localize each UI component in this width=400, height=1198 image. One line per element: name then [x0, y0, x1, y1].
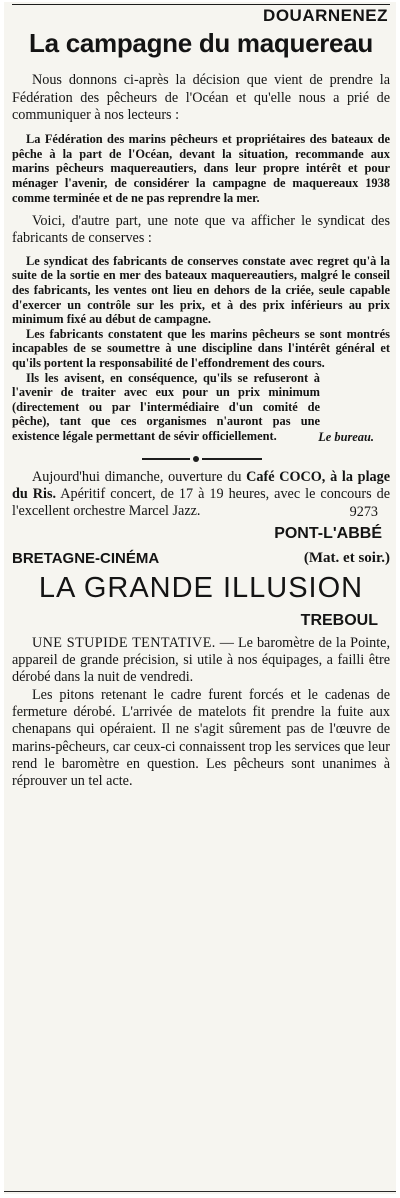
bottom-rule	[4, 1191, 396, 1192]
top-rule	[12, 4, 390, 5]
cinema-line	[12, 550, 390, 567]
story-kicker: UNE STUPIDE TENTATIVE.	[32, 634, 216, 651]
cinema-name: BRETAGNE-CINÉMA	[12, 550, 160, 568]
syndicat-paragraph-3: Ils les avisent, en conséquence, qu'ils se refuseront à l'avenir de traiter avec eux pour un prix minimum (directement ou par l'intermédiaire d'un comité de pêche), tant que ces organismes n'auront pas une existence légale permettant de sévir officiellement.	[12, 370, 320, 443]
syndicat-paragraph-1: Le syndicat des fabricants de conserves constate avec regret qu'à la suite de la sortie en mer des bateaux maquereautiers, malgré le conseil des fabricants, les ventes ont lieu en dehors de la criée, seule capable d'exercer un contrôle sur les prix, et à des prix inférieurs au prix minimum fixé au début de campagne.	[12, 253, 390, 327]
cinema-sessions: (Mat. et soir.)	[303, 550, 390, 567]
section-heading: DOUARNENEZ	[263, 6, 388, 25]
syndicat-paragraph-2: Les fabricants constatent que les marins pêcheurs se sont montrés incapables de se soumettre à une discipline dans l'intérêt général et qu'ils portent la responsabilité de l'effondrement des cours.	[12, 326, 390, 370]
film-title: LA GRANDE ILLUSION	[38, 571, 364, 604]
newspaper-column	[4, 2, 396, 1194]
ad-details: Apéritif concert, de 17 à 19 heures, avec le concours de l'excellent orchestre Marcel Jazz.	[12, 486, 391, 520]
article-headline: La campagne du maquereau	[29, 28, 373, 59]
town-heading-treboul: TREBOUL	[300, 611, 378, 629]
signature: Le bureau.	[318, 430, 374, 445]
federation-statement: La Fédération des marins pêcheurs et propriétaires des bateaux de pêche à la part de l'Océan, devant la situation, recommande aux marins pêcheurs maquereautiers, dans leur propre intérêt et pour ménager l'avenir, de considérer la campagne de maquereaux 1938 comme terminée et de ne pas reprendre la mer.	[12, 132, 390, 205]
story-paragraph-2: Les pitons retenant le cadre furent forcés et le cadenas de fermeture dérobé. L'arrivée de matelots fit prendre la fuite aux chenapans qui opéraient. Il ne s'agit sûrement pas de l'œuvre de marins-pêcheurs, car ceux-ci connaissent trop les services que leur rend le baromètre en question. Les pêcheurs sont unanimes à réprouver un tel acte.	[12, 686, 390, 790]
story-lead: — Le baromètre de la Pointe, appareil de grande précision, si utile à nos équipages, a failli être dérobé dans la nuit de vendredi.	[12, 634, 390, 686]
syndicat-intro: Voici, d'autre part, une note que va afficher le syndicat des fabricants de conserves :	[12, 213, 390, 247]
ornament-divider	[12, 451, 390, 467]
town-heading-pont-labbe: PONT-L'ABBÉ	[274, 524, 382, 542]
ad-venue: Café COCO, à la plage du Ris.	[12, 468, 391, 503]
ad-reference-number: 9273	[349, 503, 378, 520]
story-paragraph-1	[12, 635, 390, 687]
intro-paragraph: Nous donnons ci-après la décision que vient de prendre la Fédération des pêcheurs de l'Océan et qu'elle nous a prié de communiquer à nos lecteurs :	[12, 72, 390, 123]
ad-lead: Aujourd'hui dimanche, ouverture du	[32, 468, 242, 485]
